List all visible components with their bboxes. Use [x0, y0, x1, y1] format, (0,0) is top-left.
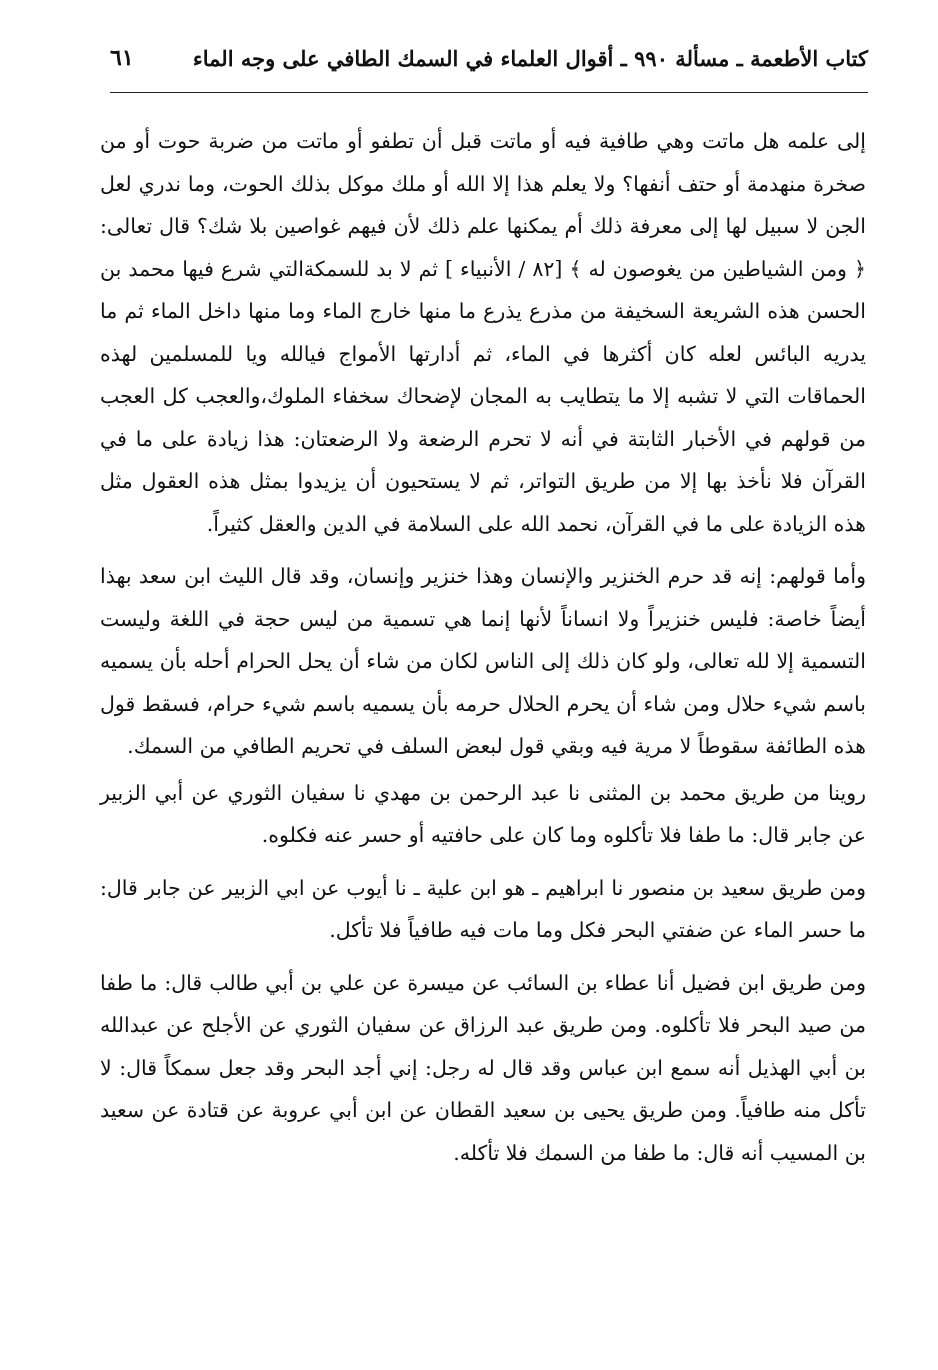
- paragraph: ومن طريق سعيد بن منصور نا ابراهيم ـ هو ابن علية ـ نا أيوب عن ابي الزبير عن جابر قال: ما حسر الماء عن ضفتي البحر فكل وما مات فيه طافياً فلا تأكل.: [100, 875, 866, 942]
- running-title: كتاب الأطعمة ـ مسألة ٩٩٠ ـ أقوال العلماء في السمك الطافي على وجه الماء: [192, 45, 868, 71]
- page-number: ٦١: [110, 45, 134, 71]
- main-text: [100, 120, 866, 1174]
- running-header: [110, 38, 868, 78]
- paragraph: وأما قولهم: إنه قد حرم الخنزير والإنسان وهذا خنزير وإنسان، وقد قال الليث ابن سعد بهذا أيضاً خاصة: فليس خنزيراً ولا انساناً لأنها إنما هي تسمية من ليس حجة في اللغة وليست التسمية إلا لله تعالى، ولو كان ذلك إلى الناس لكان من شاء أن يحل الحرام أحله بأن يسميه باسم شيء حلال ومن شاء أن يحرم الحلال حرمه بأن يسميه باسم شيء حرام، فسقط قول هذه الطائفة سقوطاً لا مرية فيه وبقي قول لبعض السلف في تحريم الطافي من السمك.: [100, 564, 866, 758]
- header-rule: [110, 92, 868, 93]
- paragraph: روينا من طريق محمد بن المثنى نا عبد الرحمن بن مهدي نا سفيان الثوري عن أبي الزبير عن جابر قال: ما طفا فلا تأكلوه وما كان على حافتيه أو حسر عنه فكلوه.: [100, 780, 866, 847]
- paragraph: ومن طريق ابن فضيل أنا عطاء بن السائب عن ميسرة عن علي بن أبي طالب قال: ما طفا من صيد البحر فلا تأكلوه. ومن طريق عبد الرزاق عن سفيان الثوري عن الأجلح عن عبدالله بن أبي الهذيل أنه سمع ابن عباس وقد قال له رجل: إني أجد البحر وقد جعل سمكاً قال: لا تأكل منه طافياً. ومن طريق يحيى بن سعيد القطان عن ابن أبي عروبة عن قتادة عن سعيد بن المسيب أنه قال: ما طفا من السمك فلا تأكله.: [100, 970, 866, 1165]
- paragraph: إلى علمه هل ماتت وهي طافية فيه أو ماتت قبل أن تطفو أو ماتت من ضربة حوت أو من صخرة منهدمة أو حتف أنفها؟ ولا يعلم هذا إلا الله أو ملك موكل بذلك الحوت، وما ندري لعل الجن لا سبيل لها إلى معرفة ذلك أم يمكنها علم ذلك لأن فيهم غواصين بلا شك؟ قال تعالى: ﴿ ومن الشياطين من يغوصون له ﴾ [٨٢ / الأنبياء ] ثم لا بد للسمكةالتي شرع فيها محمد بن الحسن هذه الشريعة السخيفة من مذرع يذرع ما منها خارج الماء وما منها داخل الماء ثم ما يدريه البائس لعله كان أكثرها في الماء، ثم أدارتها الأمواج فيالله ويا للمسلمين لهذه الحماقات التي لا تشبه إلا ما يتطايب به المجان لإضحاك سخفاء الملوك،والعجب كل العجب من قولهم في الأخبار الثابتة في أنه لا تحرم الرضعة ولا الرضعتان: هذا زيادة على ما في القرآن فلا نأخذ بها إلا من طريق التواتر، ثم لا يستحيون أن يزيدوا بمثل هذه العقول مثل هذه الزيادة على ما في القرآن، نحمد الله على السلامة في الدين والعقل كثيراً.: [100, 129, 866, 536]
